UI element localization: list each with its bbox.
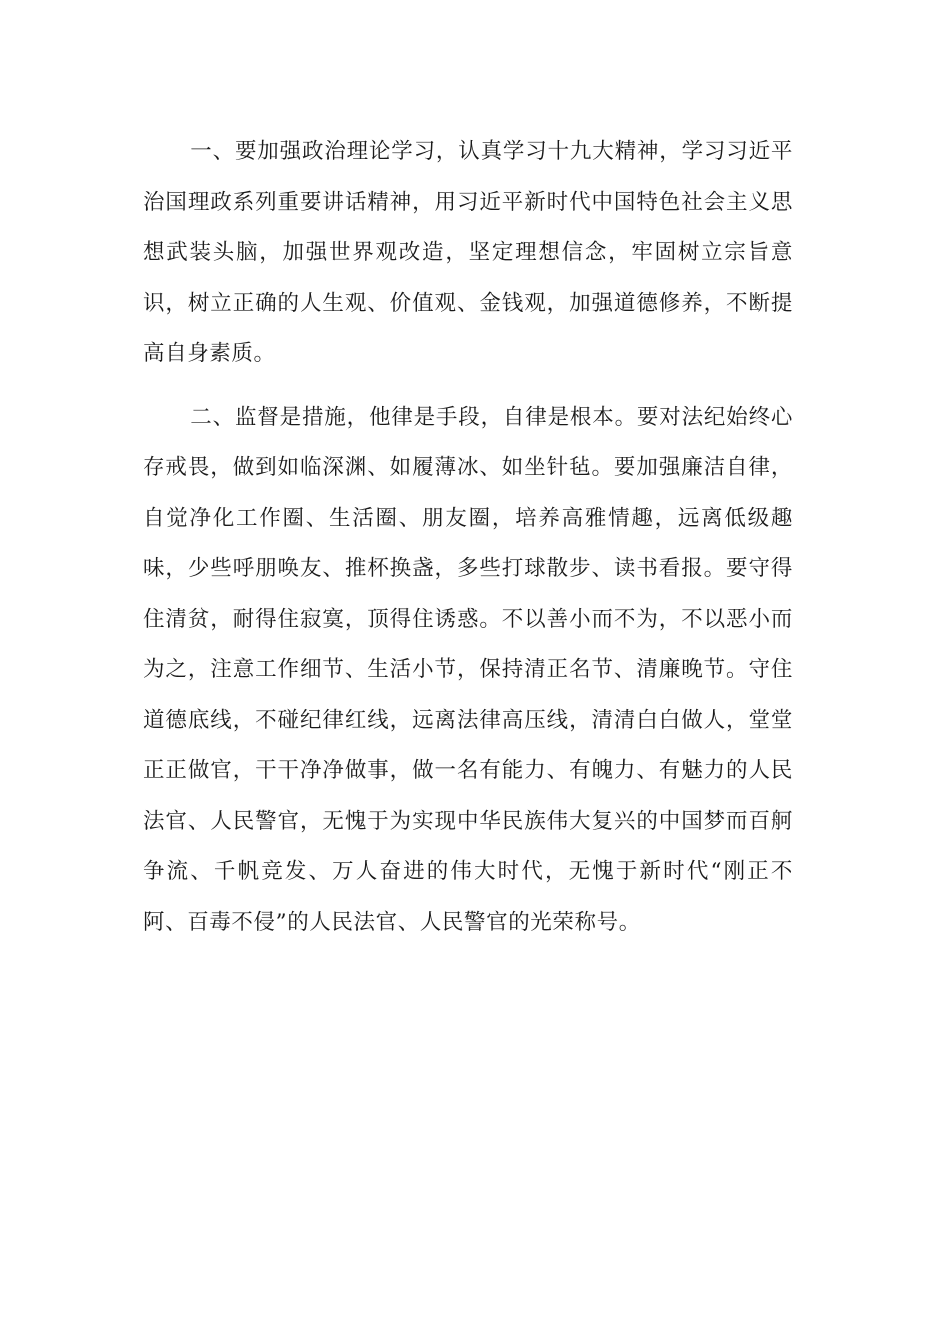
paragraph-1: 一、要加强政治理论学习，认真学习十九大精神，学习习近平治国理政系列重要讲话精神，用习近平新时代中国特色社会主义思想武装头脑，加强世界观改造，坚定理想信念，牢固树立宗旨意识，树立正确的人生观、价值观、金钱观，加强道德修养，不断提高自身素质。 [143, 139, 793, 366]
paragraph-2: 二、监督是措施，他律是手段，自律是根本。要对法纪始终心存戒畏，做到如临深渊、如履薄冰、如坐针毡。要加强廉洁自律，自觉净化工作圈、生活圈、朋友圈，培养高雅情趣，远离低级趣味，少些呼朋唤友、推杯换盏，多些打球散步、读书看报。要守得住清贫，耐得住寂寞，顶得住诱惑。不以善小而不为，不以恶小而为之，注意工作细节、生活小节，保持清正名节、清廉晚节。守住道德底线，不碰纪律红线，远离法律高压线，清清白白做人，堂堂正正做官，干干净净做事，做一名有能力、有魄力、有魅力的人民法官、人民警官，无愧于为实现中华民族伟大复兴的中国梦而百舸争流、千帆竞发、万人奋进的伟大时代，无愧于新时代“刚正不阿、百毒不侵”的人民法官、人民警官的光荣称号。 [143, 404, 793, 935]
document-body [143, 127, 793, 948]
